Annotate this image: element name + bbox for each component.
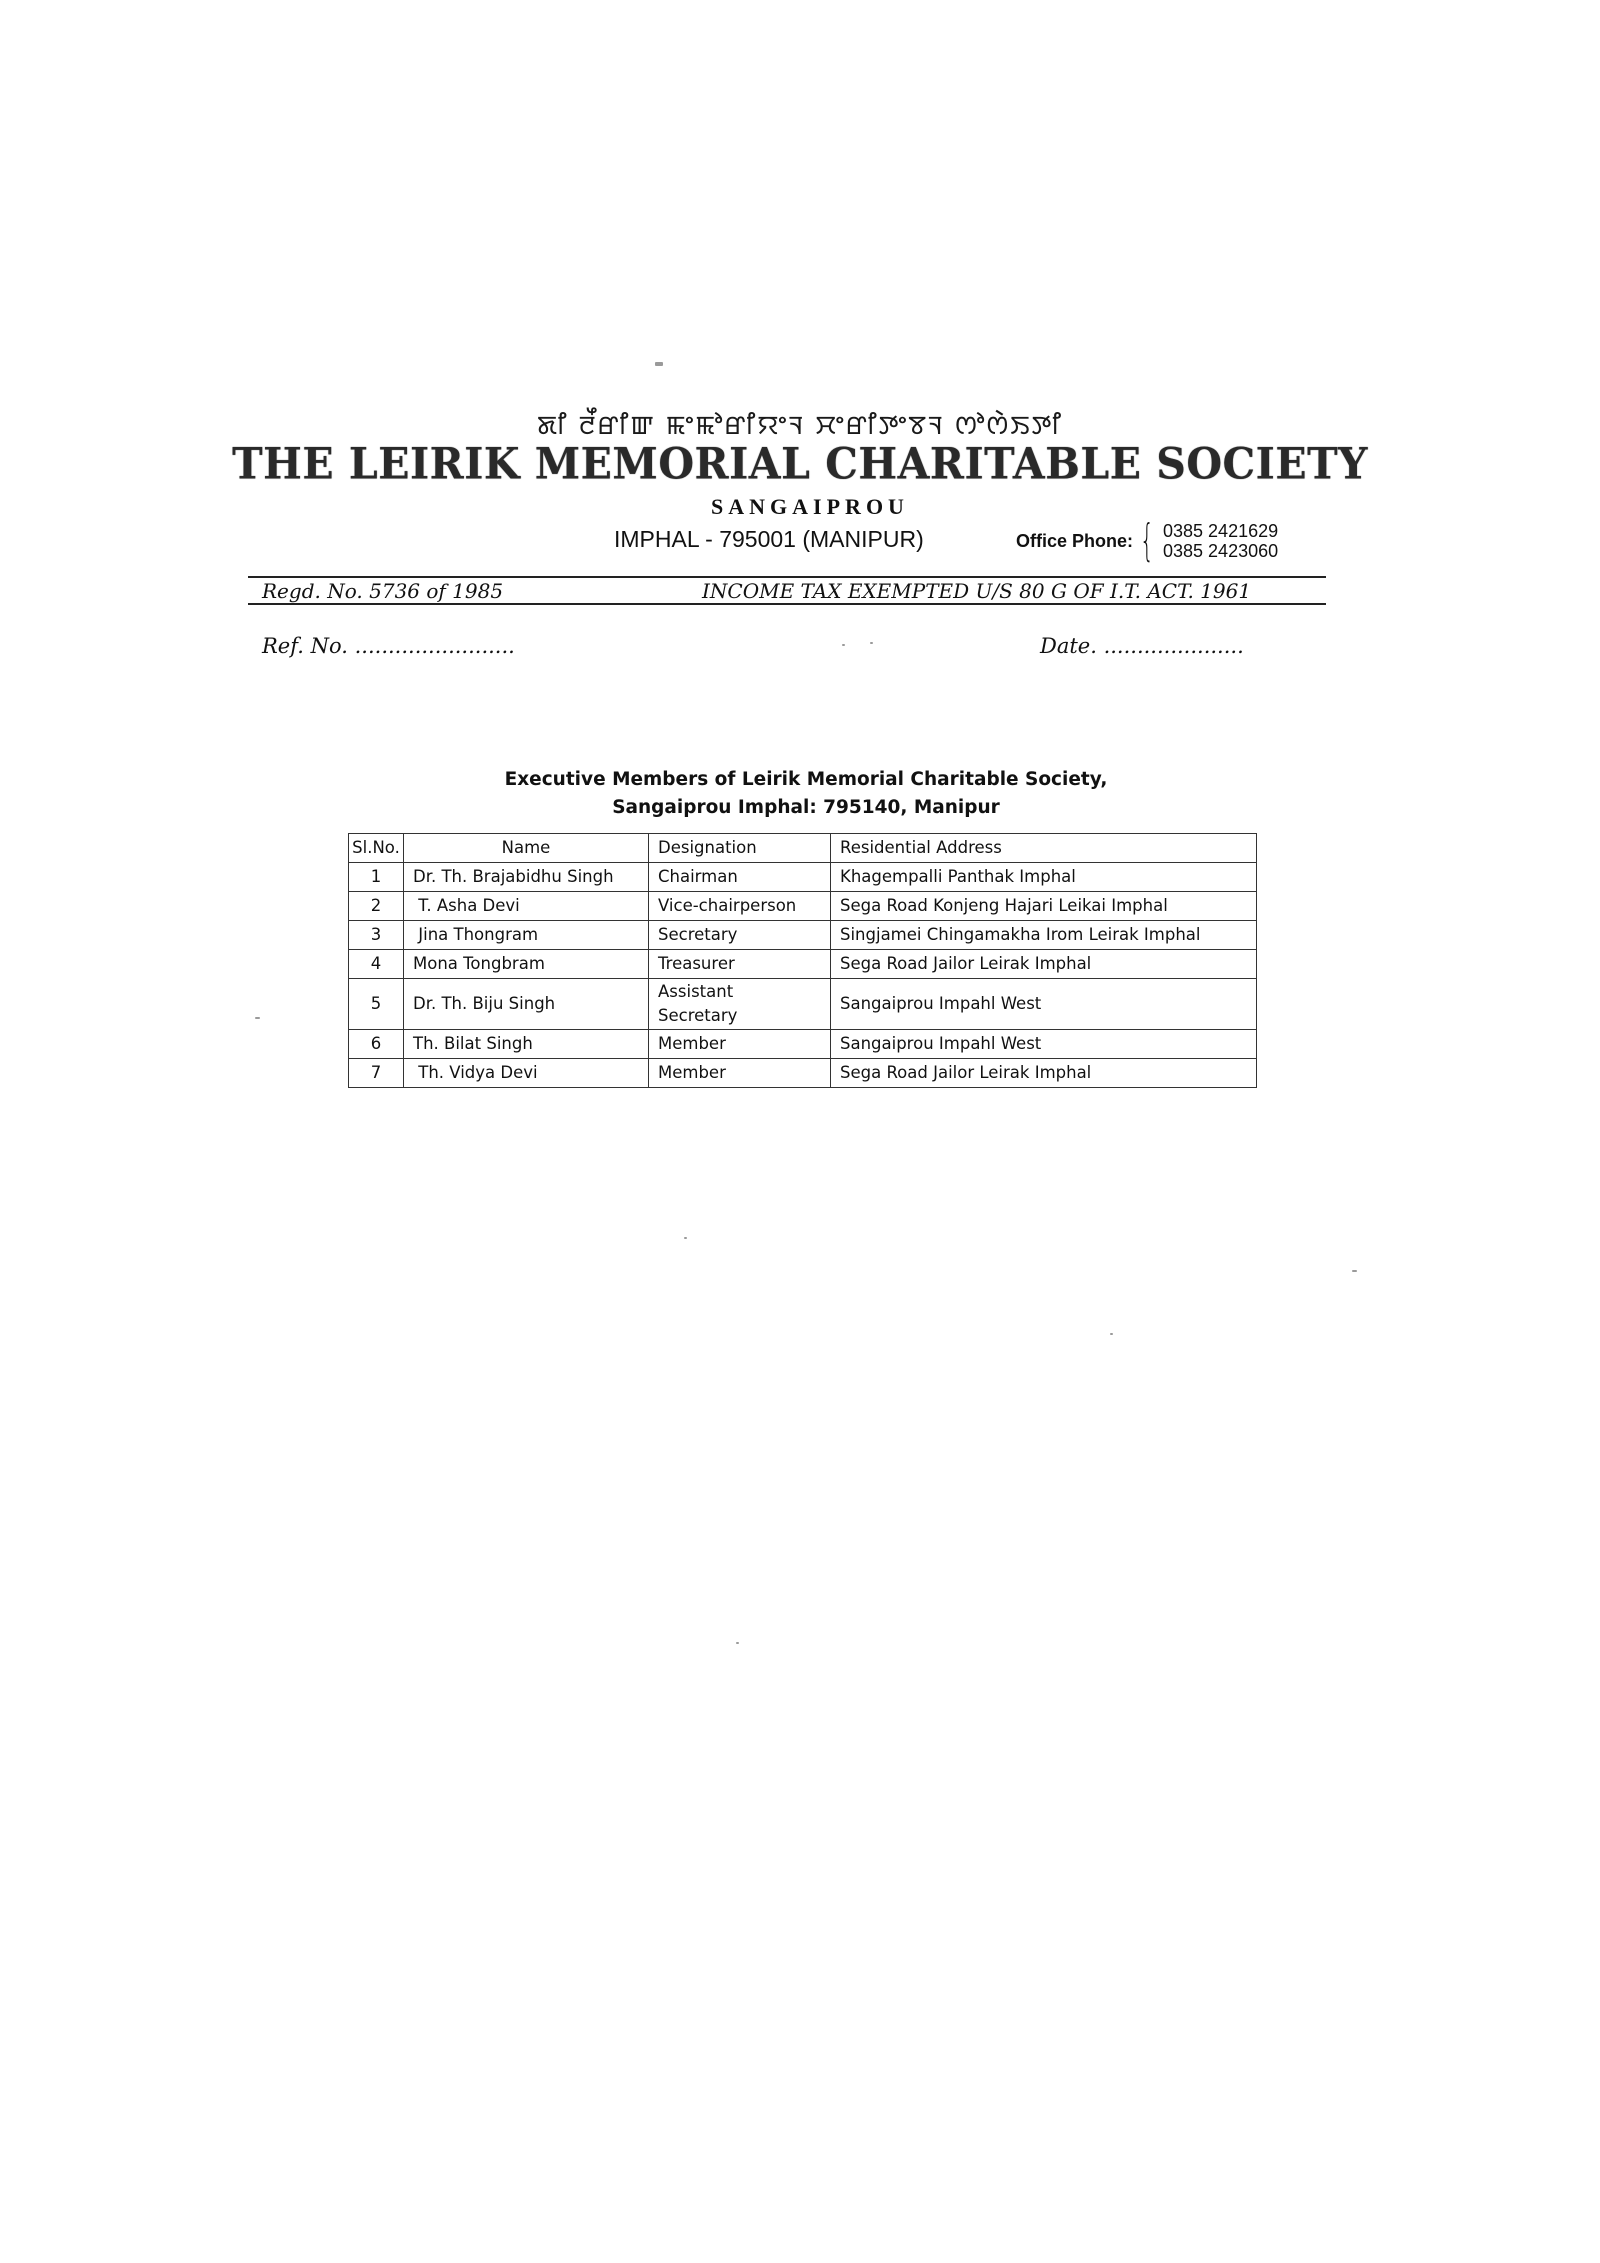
cell-address: Sangaiprou Impahl West <box>831 1030 1257 1059</box>
cell-sl-no: 5 <box>349 979 404 1030</box>
cell-name: Th. Vidya Devi <box>404 1059 649 1088</box>
header-designation: Designation <box>649 834 831 863</box>
header-address: Residential Address <box>831 834 1257 863</box>
office-phones <box>1163 521 1278 561</box>
cell-name: Mona Tongbram <box>404 950 649 979</box>
header-rule-top <box>248 576 1326 578</box>
cell-designation: Member <box>649 1059 831 1088</box>
phone-number-2: 0385 2423060 <box>1163 541 1279 561</box>
cell-address: Singjamei Chingamakha Irom Leirak Imphal <box>831 921 1257 950</box>
table-row <box>349 863 1257 892</box>
cell-sl-no: 1 <box>349 863 404 892</box>
cell-sl-no: 6 <box>349 1030 404 1059</box>
header-name: Name <box>404 834 649 863</box>
cell-name: Th. Bilat Singh <box>404 1030 649 1059</box>
date-field: Date. ..................... <box>1040 634 1244 658</box>
cell-address: Sangaiprou Impahl West <box>831 979 1257 1030</box>
cell-name: T. Asha Devi <box>404 892 649 921</box>
header-rule-bottom <box>248 603 1326 605</box>
phone-brace: { <box>1140 515 1154 566</box>
table-row <box>349 979 1257 1030</box>
designation-line-1: Assistant <box>658 982 734 1001</box>
city-line: IMPHAL - 795001 (MANIPUR) <box>614 526 924 552</box>
cell-sl-no: 4 <box>349 950 404 979</box>
locality: SANGAIPROU <box>711 494 909 519</box>
cell-name: Dr. Th. Biju Singh <box>404 979 649 1030</box>
table-row <box>349 1059 1257 1088</box>
cell-address: Sega Road Jailor Leirak Imphal <box>831 1059 1257 1088</box>
scan-speck <box>655 362 663 366</box>
document-title-line-2: Sangaiprou Imphal: 795140, Manipur <box>612 797 1000 818</box>
table-row <box>349 892 1257 921</box>
scan-speck <box>842 644 845 646</box>
cell-designation: Chairman <box>649 863 831 892</box>
office-phone-label: Office Phone: <box>1016 531 1134 551</box>
ref-no-field: Ref. No. ........................ <box>262 634 515 658</box>
registration-number: Regd. No. 5736 of 1985 <box>262 579 504 603</box>
table-row <box>349 921 1257 950</box>
cell-name: Jina Thongram <box>404 921 649 950</box>
cell-sl-no: 7 <box>349 1059 404 1088</box>
executive-members-table <box>348 833 1257 1088</box>
cell-address: Khagempalli Panthak Imphal <box>831 863 1257 892</box>
cell-address: Sega Road Jailor Leirak Imphal <box>831 950 1257 979</box>
table-header-row <box>349 834 1257 863</box>
cell-designation: Secretary <box>649 921 831 950</box>
cell-sl-no: 2 <box>349 892 404 921</box>
cell-designation: Member <box>649 1030 831 1059</box>
scan-speck <box>684 1237 687 1239</box>
scan-speck <box>1352 1270 1357 1272</box>
table-row <box>349 1030 1257 1059</box>
meitei-script-title: ꯗꯤ ꯂꯩꯔꯤꯛ ꯃꯦꯃꯣꯔꯤꯌꯦꯜ ꯆꯦꯔꯤꯇꯦꯕꯜ ꯁꯣꯁꯥꯏꯇꯤ <box>537 411 1063 441</box>
scan-speck <box>870 642 873 644</box>
table-row <box>349 950 1257 979</box>
cell-sl-no: 3 <box>349 921 404 950</box>
header-sl-no: Sl.No. <box>349 834 404 863</box>
cell-address: Sega Road Konjeng Hajari Leikai Imphal <box>831 892 1257 921</box>
designation-line-2: Secretary <box>658 1006 738 1025</box>
tax-exemption-note: INCOME TAX EXEMPTED U/S 80 G OF I.T. ACT. 1961 <box>702 579 1252 603</box>
scan-speck <box>255 1017 260 1019</box>
phone-number-1: 0385 2421629 <box>1163 521 1279 541</box>
cell-designation: Vice-chairperson <box>649 892 831 921</box>
organization-name: THE LEIRIK MEMORIAL CHARITABLE SOCIETY <box>232 438 1368 490</box>
cell-designation: Treasurer <box>649 950 831 979</box>
cell-name: Dr. Th. Brajabidhu Singh <box>404 863 649 892</box>
document-title-line-1: Executive Members of Leirik Memorial Charitable Society, <box>504 769 1108 790</box>
scan-speck <box>1110 1333 1113 1335</box>
cell-designation <box>649 979 831 1030</box>
scan-speck <box>736 1642 739 1644</box>
